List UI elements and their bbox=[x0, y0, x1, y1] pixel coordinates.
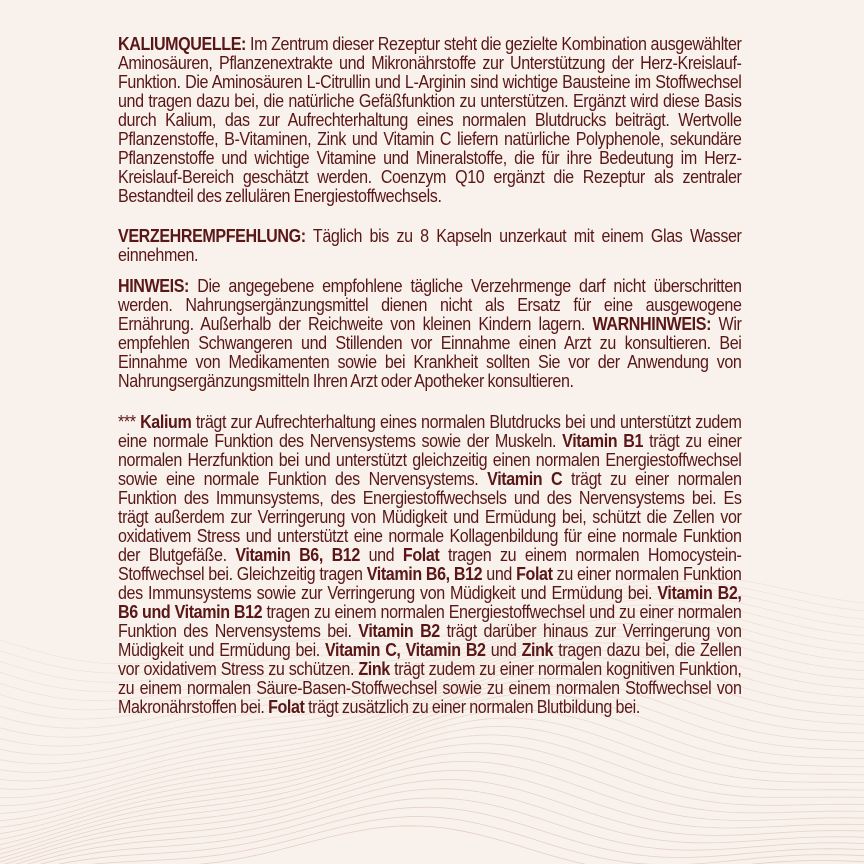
claim-text: und bbox=[359, 544, 403, 565]
claim-text: zu einer normalen Funktion des Immunsystems sowie zur Verringerung von Müdigkeit und Ermüdung bei. bbox=[118, 563, 742, 603]
claim-nutrient-label: Vitamin B2 bbox=[358, 620, 440, 641]
warnhinweis-text: Wir empfehlen Schwangeren und Stillenden vor Einnahme einen Arzt zu konsultieren. Bei Einnahme von Medikamenten sowie bei Krankheit sollten Sie vor der Anwendung von Nahrungsergänzungsmitteln Ihren Arzt oder Apotheker konsultieren. bbox=[118, 313, 742, 391]
verzehr-text: Täglich bis zu 8 Kapseln unzerkaut mit einem Glas Wasser einnehmen. bbox=[118, 225, 742, 265]
wave-line bbox=[0, 798, 864, 864]
claim-text: trägt zu einer normalen Funktion des Immunsystems, des Energiestoffwechsels und des Nervensystems bei. Es trägt außerdem zur Verringerung von Müdigkeit und Ermüdung bei, schützt die Zellen vor oxidativem Stress und unterstützt eine normale Kollagenbildung für eine normale Funktion der Blutgefäße. bbox=[118, 468, 742, 565]
hinweis-paragraph bbox=[118, 276, 742, 390]
claim-text: trägt zu einer normalen Herzfunktion bei und unterstützt gleichzeitig einen normalen Energiestoffwechsel sowie eine normale Funktion des Nervensystems. bbox=[118, 430, 742, 489]
claim-nutrient-label: Folat bbox=[402, 544, 440, 565]
warnhinweis-label: WARNHINWEIS: bbox=[592, 313, 712, 334]
text-content bbox=[118, 34, 742, 716]
verzehr-paragraph bbox=[118, 226, 742, 264]
claim-nutrient-label: Folat bbox=[516, 563, 553, 584]
claim-text: tragen dazu bei, die Zellen vor oxidativem Stress zu schützen. bbox=[118, 639, 742, 679]
health-claims-paragraph bbox=[118, 412, 742, 716]
claim-nutrient-label: Vitamin C bbox=[487, 468, 563, 489]
verzehr-label: VERZEHREMPFEHLUNG: bbox=[118, 225, 306, 246]
claim-nutrient-label: Zink bbox=[358, 658, 390, 679]
claim-text: trägt zur Aufrechterhaltung eines normalen Blutdrucks bei und unterstützt zudem eine normale Funktion des Nervensystems sowie der Muskeln. bbox=[118, 411, 742, 451]
kalium-label: KALIUMQUELLE: bbox=[118, 33, 246, 54]
claim-text: trägt zusätzlich zu einer normalen Blutbildung bei. bbox=[304, 696, 640, 717]
kalium-text: Im Zentrum dieser Rezeptur steht die gezielte Kombination ausgewählter Aminosäuren, Pflanzenextrakte und Mikronährstoffe zur Unterstützung der Herz-Kreislauf-Funktion. Die Aminosäuren L-Citrullin und L-Arginin sind wichtige Bausteine im Stoffwechsel und tragen dazu bei, die natürliche Gefäßfunktion zu unterstützen. Ergänzt wird diese Basis durch Kalium, das zur Aufrechterhaltung eines normalen Blutdrucks beiträgt. Wertvolle Pflanzenstoffe, B-Vitaminen, Zink und Vitamin C liefern natürliche Polyphenole, sekundäre Pflanzenstoffe und wichtige Vitamine und Mineralstoffe, die für ihre Bedeutung im Herz-Kreislauf-Bereich geschätzt werden. Coenzym Q10 ergänzt die Rezeptur als zentraler Bestandteil des zellulären Energiestoffwechsels. bbox=[118, 33, 742, 206]
claim-nutrient-label: Vitamin B6, B12 bbox=[366, 563, 483, 584]
claim-nutrient-label: Vitamin B6, B12 bbox=[235, 544, 360, 565]
claim-text: tragen zu einem normalen Energiestoffwechsel und zu einer normalen Funktion des Nervensystems bei. bbox=[118, 601, 742, 641]
claim-nutrient-label: Vitamin B2, B6 und Vitamin B12 bbox=[118, 582, 742, 622]
claim-text: tragen zu einem normalen Homocystein-Stoffwechsel bei. Gleichzeitig tragen bbox=[118, 544, 742, 584]
claim-text: und bbox=[482, 563, 517, 584]
claim-text: trägt zudem zu einer normalen kognitiven Funktion, zu einem normalen Säure-Basen-Stoffwechsel sowie zu einem normalen Stoffwechsel von Makronährstoffen bei. bbox=[118, 658, 742, 717]
wave-line bbox=[0, 826, 864, 864]
kalium-paragraph bbox=[118, 34, 742, 205]
wave-line bbox=[0, 761, 864, 862]
claim-nutrient-label: Zink bbox=[521, 639, 554, 660]
wave-line bbox=[0, 780, 864, 864]
claim-nutrient-label: Kalium bbox=[140, 411, 192, 432]
claim-text: und bbox=[485, 639, 522, 660]
claim-nutrient-label: Vitamin B1 bbox=[562, 430, 644, 451]
claim-text: *** bbox=[118, 411, 141, 432]
hinweis-label: HINWEIS: bbox=[118, 275, 190, 296]
wave-line bbox=[0, 807, 864, 864]
claim-nutrient-label: Vitamin C, Vitamin B2 bbox=[324, 639, 486, 660]
hinweis-text: Die angegebene empfohlene tägliche Verzehrmenge darf nicht überschritten werden. Nahrungsergänzungsmittel dienen nicht als Ersatz für eine ausgewogene Ernährung. Außerhalb der Reichweite von kleinen Kindern lagern. bbox=[118, 275, 742, 334]
wave-line bbox=[0, 817, 864, 864]
claim-text: trägt darüber hinaus zur Verringerung von Müdigkeit und Ermüdung bei. bbox=[118, 620, 742, 660]
claim-nutrient-label: Folat bbox=[268, 696, 305, 717]
